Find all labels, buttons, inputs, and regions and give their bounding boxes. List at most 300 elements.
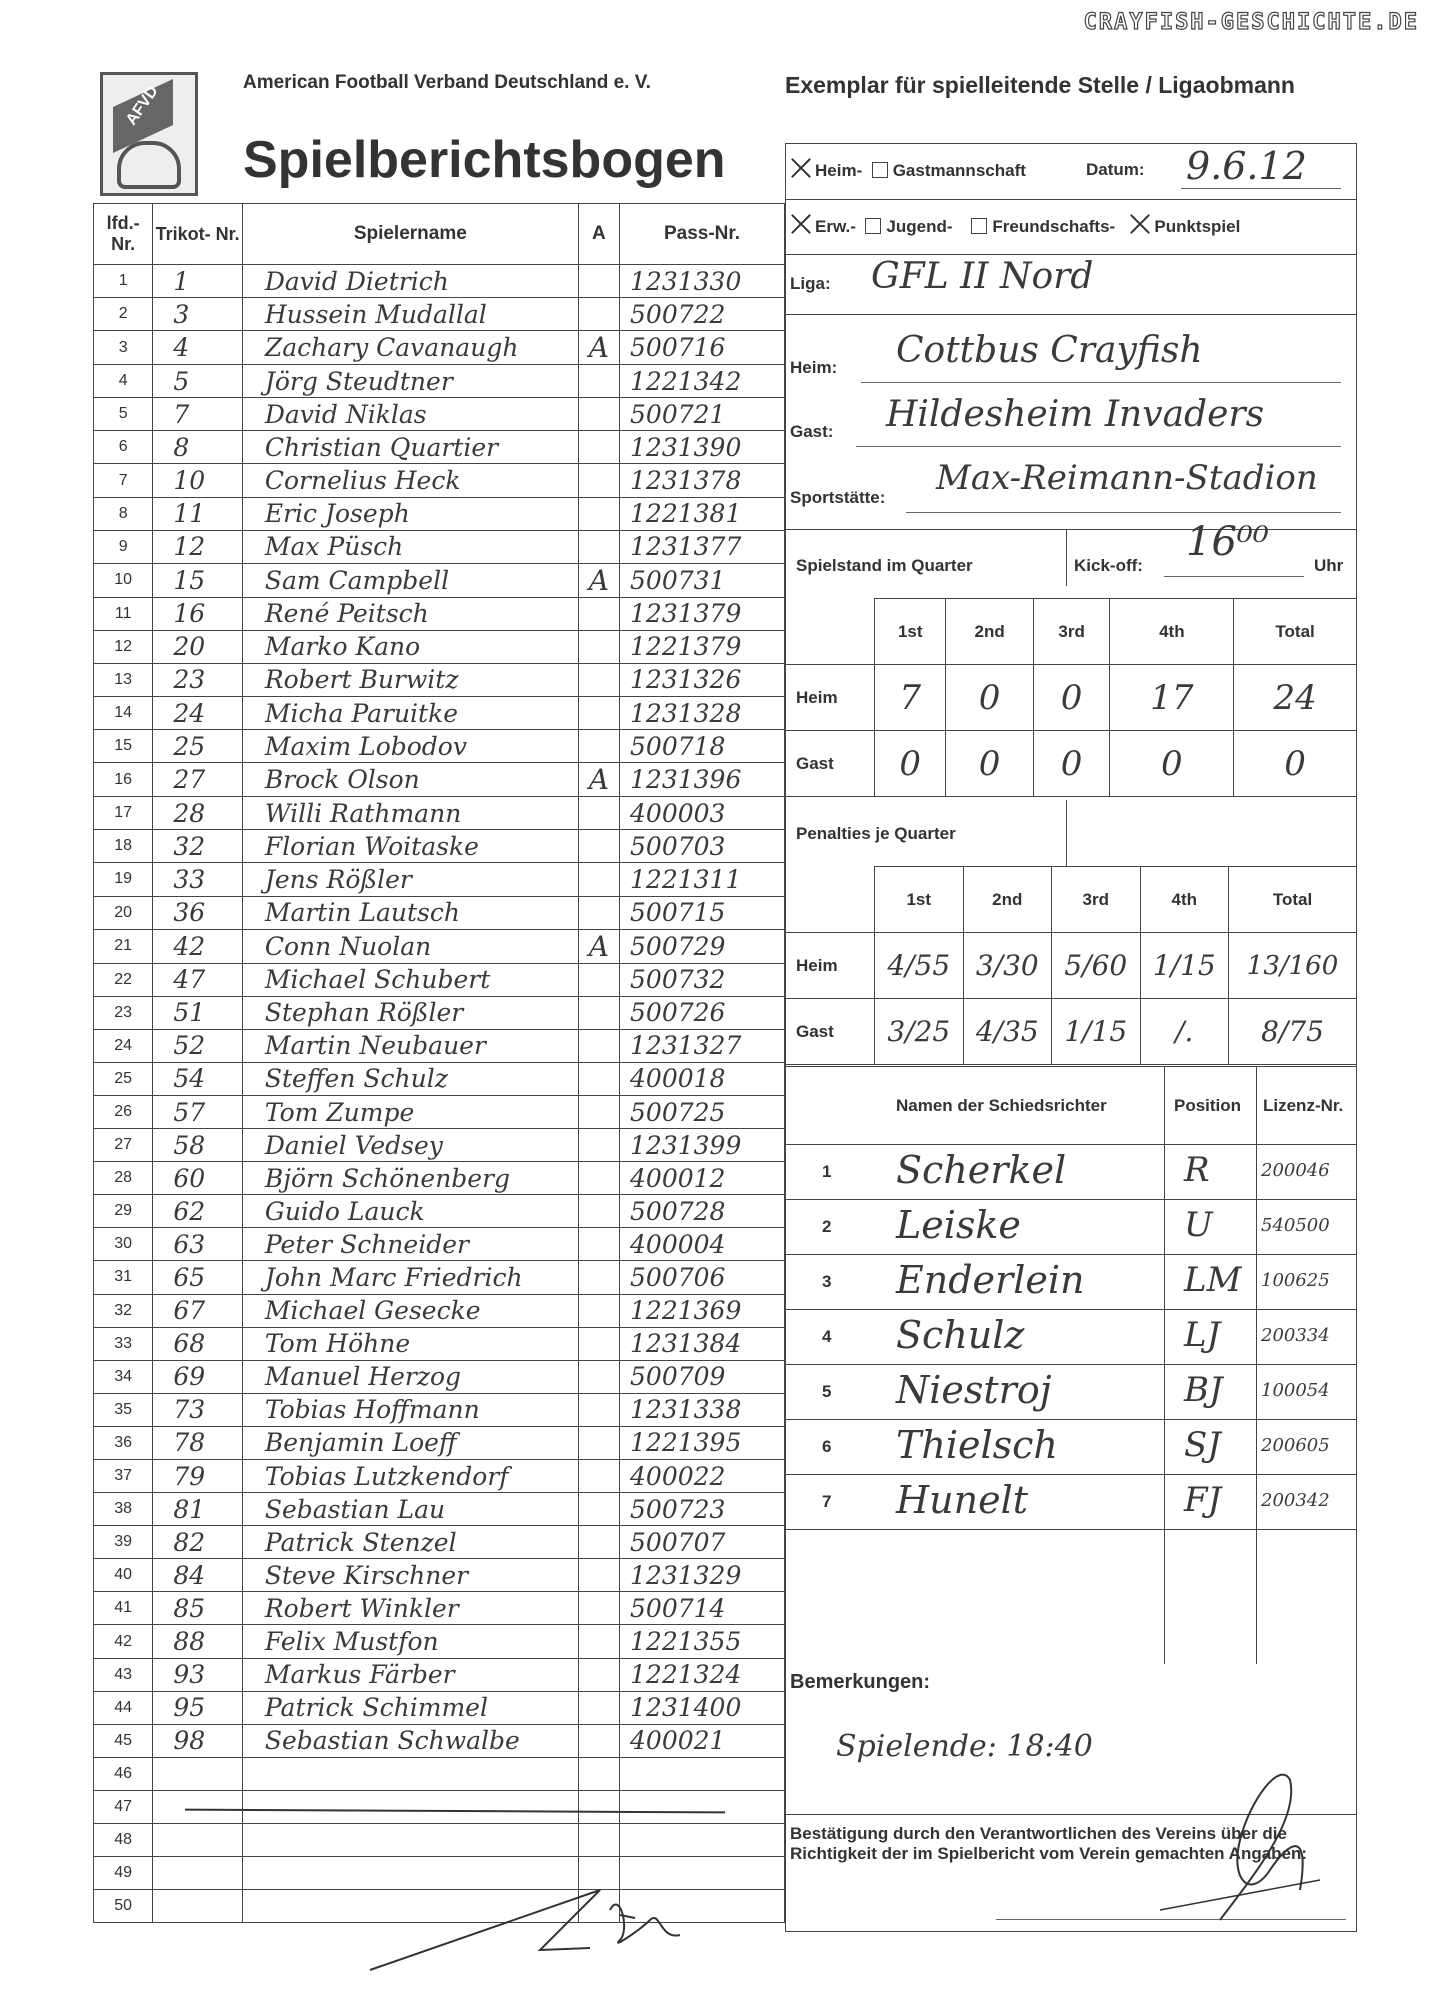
player-row: [94, 1228, 785, 1261]
player-nr: 13: [94, 663, 153, 696]
penalty-table: [786, 866, 1356, 1065]
player-trikot: 52: [173, 1031, 206, 1061]
player-pass: 500723: [630, 1494, 726, 1524]
player-name: Patrick Schimmel: [264, 1693, 488, 1723]
player-nr: 19: [94, 863, 153, 896]
player-pass: 1221395: [630, 1428, 742, 1458]
player-name: Jörg Steudtner: [264, 366, 453, 396]
player-nr: 30: [94, 1228, 153, 1261]
pen-gast-total: 8/75: [1229, 999, 1356, 1065]
referee-nr: 7: [822, 1492, 832, 1511]
player-trikot: 93: [173, 1660, 206, 1690]
remarks-value: Spielende: 18:40: [836, 1729, 1093, 1764]
player-nr: 35: [94, 1393, 153, 1426]
player-name: Steffen Schulz: [264, 1064, 448, 1094]
signature-left: [360, 1830, 740, 1980]
referee-position: FJ: [1184, 1480, 1222, 1520]
score-heim-q3: 0: [1033, 665, 1110, 731]
player-name: Zachary Cavanaugh: [264, 333, 519, 363]
player-trikot: 54: [173, 1064, 206, 1094]
confirmation-text: Bestätigung durch den Verantwortlichen des Vereins über die Richtigkeit der im Spielbericht vom Verein gemachten Angaben:: [790, 1824, 1308, 1863]
player-nr: 43: [94, 1658, 153, 1691]
player-name: Hussein Mudallal: [264, 299, 487, 329]
player-trikot: 36: [173, 898, 206, 928]
player-name: Cornelius Heck: [264, 466, 461, 496]
player-row: [94, 830, 785, 863]
player-row: [94, 697, 785, 730]
player-row: [94, 1426, 785, 1459]
score-table: [786, 598, 1356, 797]
player-nr: 47: [94, 1790, 153, 1823]
player-trikot: 4: [173, 333, 190, 363]
referee-row: [786, 1419, 1356, 1475]
player-trikot: 85: [173, 1593, 206, 1623]
player-row: [94, 1294, 785, 1327]
player-pass: 1221311: [630, 864, 742, 894]
player-name: Martin Lautsch: [264, 898, 460, 928]
player-name: Peter Schneider: [264, 1229, 469, 1259]
player-trikot: 11: [173, 499, 206, 529]
player-name: Robert Winkler: [264, 1593, 459, 1623]
player-name: Tobias Hoffmann: [264, 1395, 480, 1425]
player-pass: 1231396: [630, 765, 742, 795]
player-nr: 3: [94, 331, 153, 365]
player-name: Steve Kirschner: [264, 1560, 469, 1590]
player-nr: 16: [94, 763, 153, 797]
pen-col-1: 1st: [875, 867, 964, 933]
player-trikot: 82: [173, 1527, 206, 1557]
team-type-row: Heim- Gastmannschaft: [790, 158, 1026, 181]
player-pass: 1231326: [630, 665, 742, 695]
player-pass: 1231330: [630, 266, 742, 296]
player-nr: 24: [94, 1029, 153, 1062]
player-trikot: 65: [173, 1262, 206, 1292]
player-nr: 34: [94, 1360, 153, 1393]
category-row: Erw.- Jugend- Freundschafts- Punktspiel: [790, 214, 1240, 237]
player-row: [94, 730, 785, 763]
player-row: [94, 1691, 785, 1724]
referee-position: U: [1184, 1205, 1213, 1245]
referee-license: 200334: [1261, 1325, 1330, 1346]
player-pass: 1221342: [630, 366, 742, 396]
player-trikot: 16: [173, 599, 206, 629]
player-nr: 28: [94, 1162, 153, 1195]
player-name: Eric Joseph: [264, 499, 410, 529]
player-row: [94, 497, 785, 530]
gast-team-label: Gast:: [790, 422, 834, 441]
freund-checkbox[interactable]: [971, 218, 987, 234]
player-row: [94, 1062, 785, 1095]
player-row: [94, 298, 785, 331]
player-pass: 1231379: [630, 599, 742, 629]
score-col-2: 2nd: [946, 599, 1033, 665]
player-pass: 1231378: [630, 466, 742, 496]
referee-row: [786, 1144, 1356, 1200]
referee-license: 100625: [1261, 1270, 1330, 1291]
player-trikot: 81: [173, 1494, 206, 1524]
player-pass: 1231377: [630, 532, 742, 562]
player-name: Michael Gesecke: [264, 1296, 481, 1326]
player-name: Christian Quartier: [264, 432, 499, 462]
player-row: [94, 365, 785, 398]
player-row: [94, 265, 785, 298]
player-row: [94, 797, 785, 830]
uhr-label: Uhr: [1314, 556, 1344, 575]
player-trikot: 57: [173, 1097, 206, 1127]
gast-checkbox[interactable]: [872, 162, 888, 178]
player-trikot: 1: [173, 266, 190, 296]
player-name: René Peitsch: [264, 599, 429, 629]
col-header-nr: lfd.- Nr.: [94, 204, 153, 265]
pen-heim-q3: 5/60: [1052, 933, 1141, 999]
player-trikot: 28: [173, 798, 206, 828]
pen-gast-q1: 3/25: [875, 999, 964, 1065]
player-pass: 500726: [630, 998, 726, 1028]
player-nr: 15: [94, 730, 153, 763]
player-trikot: 84: [173, 1560, 206, 1590]
player-row: [94, 863, 785, 896]
player-nr: 42: [94, 1625, 153, 1658]
player-nr: 27: [94, 1129, 153, 1162]
player-nr: 48: [94, 1824, 153, 1857]
player-name: Benjamin Loeff: [264, 1428, 457, 1458]
referee-license: 200605: [1261, 1435, 1330, 1456]
player-name: Martin Neubauer: [264, 1031, 486, 1061]
player-table: [93, 203, 785, 1923]
player-trikot: 58: [173, 1130, 206, 1160]
referee-license: 200046: [1261, 1160, 1330, 1181]
player-nr: 20: [94, 896, 153, 929]
pen-col-3: 3rd: [1052, 867, 1141, 933]
player-pass: 1231329: [630, 1560, 742, 1590]
erw-checkbox[interactable]: [790, 214, 810, 234]
player-pass: 1231384: [630, 1329, 742, 1359]
player-row: [94, 331, 785, 365]
score-col-3: 3rd: [1033, 599, 1110, 665]
referee-position: LJ: [1184, 1315, 1221, 1355]
player-name: Markus Färber: [264, 1660, 455, 1690]
heim-team-label: Heim:: [790, 358, 838, 377]
score-col-1: 1st: [875, 599, 946, 665]
logo-text: AFVD: [122, 82, 162, 129]
score-heim-total: 24: [1234, 665, 1356, 731]
player-nr: 12: [94, 630, 153, 663]
player-name: Daniel Vedsey: [264, 1130, 443, 1160]
player-name: Robert Burwitz: [264, 665, 459, 695]
player-name: John Marc Friedrich: [264, 1262, 523, 1292]
player-trikot: 73: [173, 1395, 206, 1425]
player-pass: 500706: [630, 1262, 726, 1292]
player-name: Marko Kano: [264, 632, 421, 662]
player-nr: 10: [94, 563, 153, 597]
player-trikot: 67: [173, 1296, 206, 1326]
player-trikot: 63: [173, 1229, 206, 1259]
player-pass: 500729: [630, 931, 726, 961]
referee-position: R: [1184, 1150, 1210, 1190]
player-name: Stephan Rößler: [264, 998, 464, 1028]
score-title: Spielstand im Quarter: [796, 556, 973, 575]
player-name: Patrick Stenzel: [264, 1527, 457, 1557]
referee-row: [786, 1309, 1356, 1365]
player-row: [94, 530, 785, 563]
referee-nr: 6: [822, 1437, 832, 1456]
player-trikot: 7: [173, 399, 190, 429]
referee-license: 540500: [1261, 1215, 1330, 1236]
score-heim-q2: 0: [946, 665, 1033, 731]
player-trikot: 10: [173, 466, 206, 496]
player-row: [94, 763, 785, 797]
player-nr: 5: [94, 398, 153, 431]
referee-nr: 1: [822, 1162, 832, 1181]
col-header-pass: Pass-Nr.: [620, 204, 785, 265]
watermark: CRAYFISH-GESCHICHTE.DE: [1083, 10, 1419, 35]
player-trikot: 32: [173, 831, 206, 861]
referee-nr: 2: [822, 1217, 832, 1236]
player-pass: 400012: [630, 1163, 726, 1193]
col-header-a: A: [578, 204, 619, 265]
player-pass: 500707: [630, 1527, 726, 1557]
player-row: [94, 896, 785, 929]
score-heim-q4: 17: [1110, 665, 1234, 731]
referee-name: Niestroj: [896, 1368, 1052, 1412]
player-pass: 1231399: [630, 1130, 742, 1160]
stadium-label: Sportstätte:: [790, 488, 886, 507]
pen-gast-q2: 4/35: [963, 999, 1052, 1065]
score-gast-q3: 0: [1033, 731, 1110, 797]
player-nr: 40: [94, 1559, 153, 1592]
pen-gast-q4: /.: [1140, 999, 1229, 1065]
player-pass: 1231400: [630, 1693, 742, 1723]
player-row: [94, 963, 785, 996]
referee-name: Hunelt: [896, 1478, 1028, 1522]
player-row: [94, 1261, 785, 1294]
player-row: [94, 1724, 785, 1757]
referee-name: Thielsch: [896, 1423, 1058, 1467]
player-trikot: 20: [173, 632, 206, 662]
referee-license: 100054: [1261, 1380, 1330, 1401]
player-pass: 500725: [630, 1097, 726, 1127]
referee-row: [786, 1199, 1356, 1255]
player-pass: 400004: [630, 1229, 726, 1259]
referee-name: Schulz: [896, 1313, 1025, 1357]
ref-pos-label: Position: [1174, 1096, 1242, 1115]
player-nr: 2: [94, 298, 153, 331]
col-header-name: Spielername: [242, 204, 578, 265]
player-name: Tobias Lutzkendorf: [264, 1461, 509, 1491]
player-name: Micha Paruitke: [264, 698, 459, 728]
player-nr: 6: [94, 431, 153, 464]
player-nr: 23: [94, 996, 153, 1029]
player-row: [94, 1460, 785, 1493]
score-gast-total: 0: [1234, 731, 1356, 797]
player-nr: 26: [94, 1095, 153, 1128]
player-trikot: 88: [173, 1627, 206, 1657]
player-pass: 500714: [630, 1593, 726, 1623]
referee-name: Leiske: [896, 1203, 1021, 1247]
player-trikot: 5: [173, 366, 190, 396]
player-nr: 45: [94, 1724, 153, 1757]
referee-name: Enderlein: [896, 1258, 1085, 1302]
pen-heim-total: 13/160: [1229, 933, 1356, 999]
referee-nr: 5: [822, 1382, 832, 1401]
referee-position: BJ: [1184, 1370, 1223, 1410]
score-gast-label: Gast: [786, 731, 875, 797]
heim-team-value: Cottbus Crayfish: [896, 330, 1203, 371]
player-trikot: 42: [173, 931, 206, 961]
player-row: [94, 431, 785, 464]
referee-row: [786, 1254, 1356, 1310]
player-trikot: 8: [173, 432, 190, 462]
player-nr: 22: [94, 963, 153, 996]
player-nr: 21: [94, 929, 153, 963]
pen-heim-q4: 1/15: [1140, 933, 1229, 999]
player-row: [94, 1493, 785, 1526]
player-nr: 49: [94, 1857, 153, 1890]
player-pass: 1221369: [630, 1296, 742, 1326]
referee-license: 200342: [1261, 1490, 1330, 1511]
col-header-trikot: Trikot- Nr.: [153, 204, 243, 265]
player-nr: 44: [94, 1691, 153, 1724]
player-trikot: 51: [173, 998, 206, 1028]
gast-team-value: Hildesheim Invaders: [886, 394, 1265, 435]
player-row: [94, 1526, 785, 1559]
player-nr: 50: [94, 1890, 153, 1923]
remarks-label: Bemerkungen:: [790, 1671, 931, 1693]
player-pass: 400018: [630, 1064, 726, 1094]
player-row: [94, 464, 785, 497]
player-nr: 39: [94, 1526, 153, 1559]
pen-heim-q2: 3/30: [963, 933, 1052, 999]
referee-row: [786, 1474, 1356, 1530]
player-name: Guido Lauck: [264, 1196, 425, 1226]
player-pass: 500718: [630, 731, 726, 761]
datum-label: Datum:: [1086, 160, 1145, 179]
referee-nr: 3: [822, 1272, 832, 1291]
player-name: David Dietrich: [264, 266, 449, 296]
score-heim-label: Heim: [786, 665, 875, 731]
player-trikot: 3: [173, 299, 190, 329]
player-nr: 41: [94, 1592, 153, 1625]
player-pass: 500716: [630, 333, 726, 363]
player-row: [94, 1327, 785, 1360]
player-a: A: [588, 929, 610, 963]
player-name: Brock Olson: [264, 765, 420, 795]
player-nr: 14: [94, 697, 153, 730]
score-gast-q2: 0: [946, 731, 1033, 797]
player-row: [94, 929, 785, 963]
player-name: Manuel Herzog: [264, 1362, 462, 1392]
player-name: Sebastian Lau: [264, 1494, 446, 1524]
heim-checkbox[interactable]: [790, 158, 810, 178]
pen-heim-q1: 4/55: [875, 933, 964, 999]
player-nr: 29: [94, 1195, 153, 1228]
player-pass: 500732: [630, 965, 726, 995]
referee-position: LM: [1184, 1260, 1242, 1300]
player-name: Florian Woitaske: [264, 831, 479, 861]
player-pass: 1231390: [630, 432, 742, 462]
referee-row: [786, 1364, 1356, 1420]
player-pass: 500703: [630, 831, 726, 861]
player-row: [94, 597, 785, 630]
player-trikot: 47: [173, 965, 206, 995]
player-row: [94, 398, 785, 431]
player-name: Maxim Lobodov: [264, 731, 467, 761]
player-trikot: 33: [173, 864, 206, 894]
player-pass: 1231327: [630, 1031, 742, 1061]
player-row: [94, 1129, 785, 1162]
player-nr: 31: [94, 1261, 153, 1294]
stadium-value: Max-Reimann-Stadion: [936, 458, 1318, 498]
player-name: Sam Campbell: [264, 565, 450, 595]
player-trikot: 12: [173, 532, 206, 562]
player-pass: 400003: [630, 798, 726, 828]
punkt-checkbox[interactable]: [1129, 214, 1149, 234]
organization-name: American Football Verband Deutschland e. V.: [243, 72, 651, 93]
player-nr: 36: [94, 1426, 153, 1459]
player-pass: 500731: [630, 565, 726, 595]
player-row: [94, 1360, 785, 1393]
player-trikot: 78: [173, 1428, 206, 1458]
player-name: David Niklas: [264, 399, 427, 429]
player-nr: 4: [94, 365, 153, 398]
match-info-panel: [785, 143, 1357, 1932]
player-a: A: [588, 331, 610, 365]
player-name: Felix Mustfon: [264, 1627, 439, 1657]
referee-nr: 4: [822, 1327, 832, 1346]
player-row: [94, 1658, 785, 1691]
player-row: [94, 1592, 785, 1625]
player-trikot: 27: [173, 765, 206, 795]
datum-value: 9.6.12: [1186, 144, 1307, 188]
copy-label: Exemplar für spielleitende Stelle / Ligaobmann: [785, 72, 1295, 98]
player-name: Max Püsch: [264, 532, 404, 562]
liga-value: GFL II Nord: [871, 256, 1094, 297]
player-pass: 1221324: [630, 1660, 742, 1690]
player-trikot: 25: [173, 731, 206, 761]
ref-title: Namen der Schiedsrichter: [896, 1096, 1107, 1115]
player-row: [94, 1393, 785, 1426]
player-pass: 500715: [630, 898, 726, 928]
liga-label: Liga:: [790, 274, 831, 293]
pen-heim-label: Heim: [786, 933, 875, 999]
player-nr: 18: [94, 830, 153, 863]
player-row: [94, 996, 785, 1029]
player-trikot: 23: [173, 665, 206, 695]
score-gast-q1: 0: [875, 731, 946, 797]
player-nr: 38: [94, 1493, 153, 1526]
player-row: [94, 1790, 785, 1823]
signature-right: [1100, 1760, 1330, 1930]
player-trikot: 24: [173, 698, 206, 728]
player-row: [94, 563, 785, 597]
player-nr: 17: [94, 797, 153, 830]
player-nr: 33: [94, 1327, 153, 1360]
score-heim-q1: 7: [875, 665, 946, 731]
pen-col-2: 2nd: [963, 867, 1052, 933]
player-row: [94, 663, 785, 696]
player-name: Björn Schönenberg: [264, 1163, 511, 1193]
pen-gast-label: Gast: [786, 999, 875, 1065]
player-nr: 11: [94, 597, 153, 630]
jugend-checkbox[interactable]: [865, 218, 881, 234]
player-nr: 8: [94, 497, 153, 530]
player-nr: 7: [94, 464, 153, 497]
player-name: Tom Höhne: [264, 1329, 411, 1359]
player-row: [94, 630, 785, 663]
player-pass: 400021: [630, 1726, 726, 1756]
pen-gast-q3: 1/15: [1052, 999, 1141, 1065]
kickoff-value: 16⁰⁰: [1186, 519, 1269, 565]
